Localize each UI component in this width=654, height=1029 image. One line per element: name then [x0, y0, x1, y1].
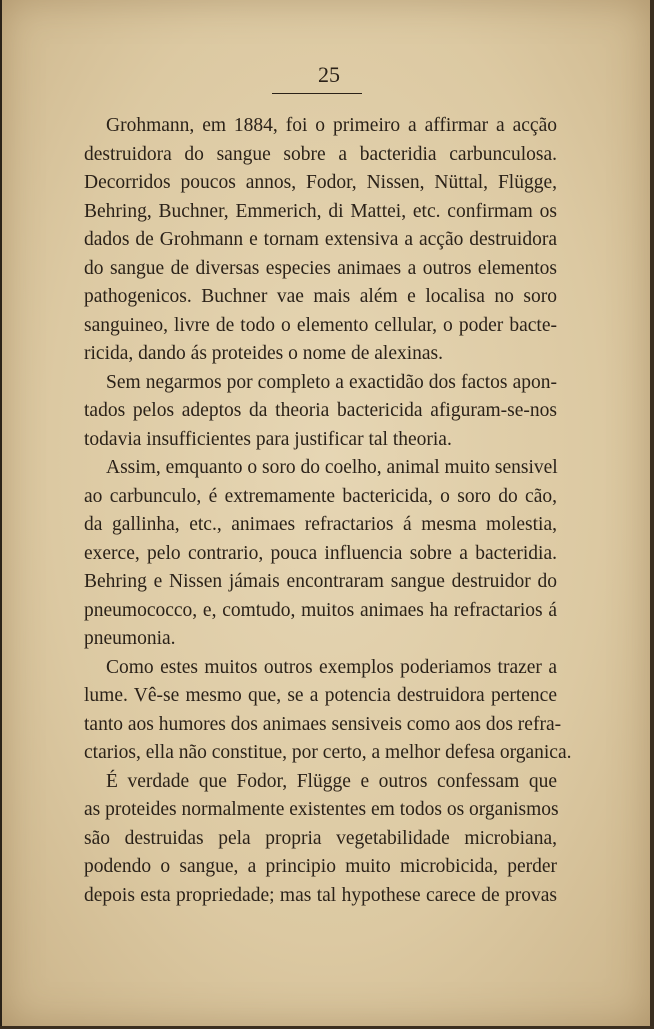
body-text [84, 112, 572, 910]
text-line: Sem negarmos por completo a exactidão dos factos apon- [106, 371, 557, 393]
text-line: as proteides normalmente existentes em todos os organismos [84, 799, 559, 820]
text-line: do sangue de diversas especies animaes a outros elementos [84, 257, 557, 279]
text-line: Behring, Buchner, Emmerich, di Mattei, etc. confirmam os [84, 200, 557, 222]
text-line: dados de Grohmann e tornam extensiva a acção destruidora [84, 229, 557, 250]
text-line: Grohmann, em 1884, foi o primeiro a affirmar a acção [106, 115, 557, 136]
text-line: Assim, emquanto o soro do coelho, animal muito sensivel [106, 457, 558, 478]
text-line: tados pelos adeptos da theoria bactericida afiguram-se-nos [84, 400, 557, 421]
page-number: 25 [318, 62, 340, 87]
text-line: Como estes muitos outros exemplos poderiamos trazer a [106, 656, 557, 678]
book-page [2, 0, 650, 1026]
text-line: depois esta propriedade; mas tal hypothese carece de provas [84, 884, 557, 906]
text-line: pathogenicos. Buchner vae mais além e localisa no soro [84, 286, 557, 307]
text-line: destruidora do sangue sobre a bacteridia carbunculosa. [84, 143, 557, 165]
text-line: pneumococco, e, comtudo, muitos animaes ha refractarios á [84, 599, 557, 621]
text-line: ctarios, ella não constitue, por certo, a melhor defesa organica. [84, 742, 572, 763]
text-line: exerce, pelo contrario, pouca influencia sobre a bacteridia. [84, 542, 557, 564]
text-line: tanto aos humores dos animaes sensiveis como aos dos refra- [84, 713, 562, 735]
text-line: lume. Vê-se mesmo que, se a potencia destruidora pertence [84, 685, 557, 706]
text-line: são destruidas pela propria vegetabilidade microbiana, [84, 827, 557, 849]
header-rule [272, 93, 362, 94]
text-line: podendo o sangue, a principio muito microbicida, perder [84, 856, 557, 877]
text-line: ao carbunculo, é extremamente bactericida, o soro do cão, [84, 485, 557, 507]
page-edge [650, 0, 654, 1029]
text-line: pneumonia. [84, 628, 176, 649]
text-line: sanguineo, livre de todo o elemento cellular, o poder bacte- [84, 314, 557, 336]
text-line: da gallinha, etc., animaes refractarios á mesma molestia, [84, 514, 557, 535]
text-line: É verdade que Fodor, Flügge e outros confessam que [106, 770, 557, 792]
text-line: Behring e Nissen jámais encontraram sangue destruidor do [84, 571, 557, 592]
text-line: todavia insufficientes para justificar tal theoria. [84, 428, 452, 450]
text-line: ricida, dando ás proteides o nome de alexinas. [84, 343, 444, 364]
text-line: Decorridos poucos annos, Fodor, Nissen, Nüttal, Flügge, [84, 172, 557, 193]
